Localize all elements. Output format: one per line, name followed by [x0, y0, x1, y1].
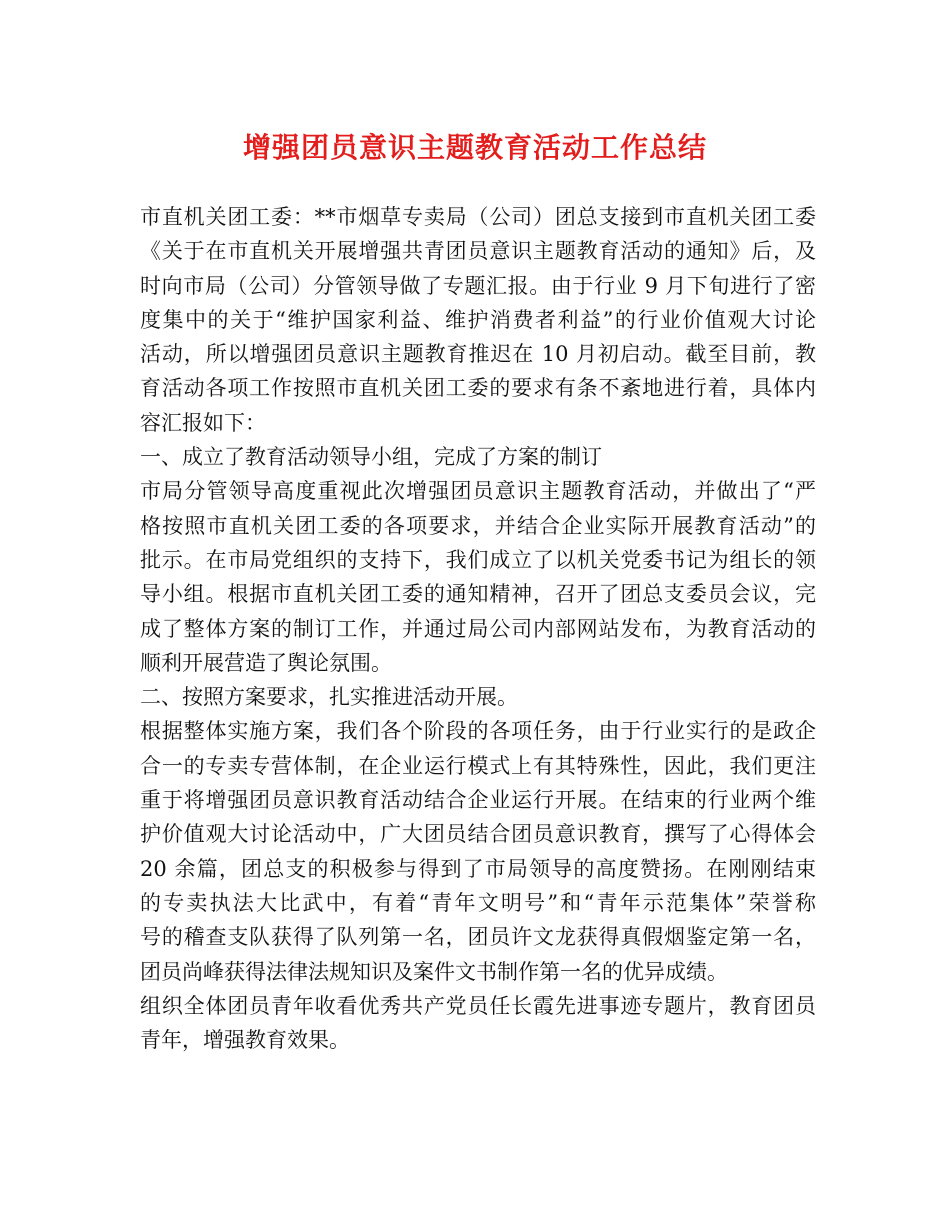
document-title: 增强团员意识主题教育活动工作总结 — [242, 131, 707, 164]
body-line: 《关于在市直机关开展增强共青团员意识主题教育活动的通知》后，及 — [140, 239, 816, 264]
body-line: 重于将增强团员意识教育活动结合企业运行开展。在结束的行业两个维 — [140, 788, 816, 813]
body-line: 活动，所以增强团员意识主题教育推迟在 10 月初启动。截至目前，教 — [140, 342, 816, 367]
body-line: 市直机关团工委：**市烟草专卖局（公司）团总支接到市直机关团工委 — [140, 205, 816, 229]
body-line: 护价值观大讨论活动中，广大团员结合团员意识教育，撰写了心得体会 — [140, 822, 816, 847]
body-line: 顺利开展营造了舆论氛围。 — [140, 650, 392, 675]
section-heading: 二、按照方案要求，扎实推进活动开展。 — [140, 685, 518, 710]
body-line: 批示。在市局党组织的支持下，我们成立了以机关党委书记为组长的领 — [140, 547, 816, 572]
body-line: 市局分管领导高度重视此次增强团员意识主题教育活动，并做出了“严 — [140, 479, 816, 504]
body-line: 合一的专卖专营体制，在企业运行模式上有其特殊性，因此，我们更注 — [140, 753, 816, 778]
body-line: 组织全体团员青年收看优秀共产党员任长霞先进事迹专题片，教育团员 — [140, 993, 816, 1018]
body-line: 号的稽查支队获得了队列第一名，团员许文龙获得真假烟鉴定第一名， — [140, 925, 816, 950]
body-line: 20 余篇，团总支的积极参与得到了市局领导的高度赞扬。在刚刚结束 — [140, 856, 816, 881]
body-line: 时向市局（公司）分管领导做了专题汇报。由于行业 9 月下旬进行了密 — [140, 273, 816, 298]
body-line: 根据整体实施方案，我们各个阶段的各项任务，由于行业实行的是政企 — [140, 719, 816, 744]
body-line: 格按照市直机关团工委的各项要求，并结合企业实际开展教育活动”的 — [140, 513, 816, 538]
body-line: 成了整体方案的制订工作，并通过局公司内部网站发布，为教育活动的 — [140, 616, 816, 641]
body-line: 导小组。根据市直机关团工委的通知精神，召开了团总支委员会议，完 — [140, 582, 816, 607]
body-line: 度集中的关于“维护国家利益、维护消费者利益”的行业价值观大讨论 — [140, 307, 816, 332]
body-line: 团员尚峰获得法律法规知识及案件文书制作第一名的优异成绩。 — [140, 959, 728, 984]
body-line: 青年，增强教育效果。 — [140, 1028, 350, 1053]
body-line: 的专卖执法大比武中，有着“青年文明号”和“青年示范集体”荣誉称 — [140, 890, 816, 915]
document-body — [140, 200, 816, 1057]
body-line: 容汇报如下： — [140, 410, 266, 435]
body-line: 育活动各项工作按照市直机关团工委的要求有条不紊地进行着，具体内 — [140, 376, 816, 401]
section-heading: 一、成立了教育活动领导小组，完成了方案的制订 — [140, 445, 602, 470]
